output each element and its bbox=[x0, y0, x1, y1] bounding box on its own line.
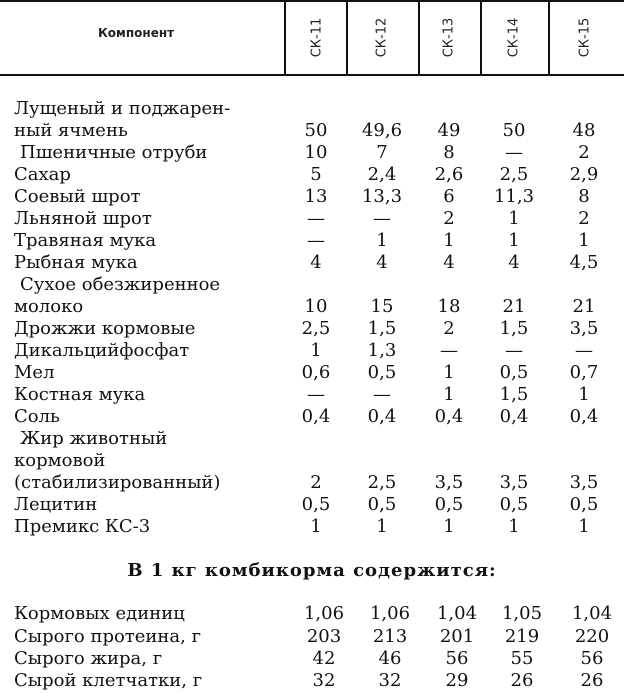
table-row bbox=[0, 98, 624, 120]
nutrient-value: 213 bbox=[372, 626, 408, 647]
row-value: 1 bbox=[376, 516, 388, 537]
row-value: 0,5 bbox=[434, 494, 464, 515]
row-label: Травяная мука bbox=[14, 230, 157, 251]
row-value: 2,9 bbox=[569, 164, 599, 185]
row-label: Льняной шрот bbox=[14, 208, 152, 229]
row-value: 1 bbox=[508, 230, 520, 251]
row-value: — bbox=[307, 208, 325, 229]
row-value: 0,4 bbox=[434, 406, 464, 427]
row-value: 1 bbox=[310, 340, 322, 361]
table-row bbox=[0, 318, 624, 340]
table-top-rule bbox=[0, 0, 624, 2]
row-value: 6 bbox=[443, 186, 455, 207]
nutrient-value: 56 bbox=[445, 648, 469, 669]
row-value: 4 bbox=[376, 252, 388, 273]
row-value: 7 bbox=[376, 142, 388, 163]
row-value: 2 bbox=[443, 318, 455, 339]
row-value: 4 bbox=[310, 252, 322, 273]
row-value: 0,5 bbox=[499, 494, 529, 515]
table-row bbox=[0, 296, 624, 318]
row-value: 2 bbox=[443, 208, 455, 229]
nutrient-value: 201 bbox=[439, 626, 475, 647]
table-row bbox=[0, 252, 624, 274]
row-label: Лущеный и поджарен- bbox=[14, 98, 231, 119]
row-label: Премикс КС-3 bbox=[14, 516, 151, 537]
row-value: 0,5 bbox=[569, 494, 599, 515]
row-value: 0,5 bbox=[499, 362, 529, 383]
table-row bbox=[0, 186, 624, 208]
row-value: 5 bbox=[310, 164, 322, 185]
row-value: 1 bbox=[578, 516, 590, 537]
row-label: кормовой bbox=[14, 450, 106, 471]
column-header-sk11 bbox=[298, 4, 336, 70]
nutrient-value: 1,06 bbox=[303, 603, 345, 624]
row-value: 1,3 bbox=[367, 340, 397, 361]
row-label: ный ячмень bbox=[14, 120, 128, 141]
table-row bbox=[0, 164, 624, 186]
table-row bbox=[0, 120, 624, 142]
row-label: Соль bbox=[14, 406, 60, 427]
nutrient-value: 1,06 bbox=[369, 603, 411, 624]
nutrient-value: 219 bbox=[504, 626, 540, 647]
nutrient-value: 220 bbox=[574, 626, 610, 647]
row-value: 11,3 bbox=[493, 186, 535, 207]
row-value: 0,4 bbox=[499, 406, 529, 427]
row-value: 1 bbox=[443, 516, 455, 537]
row-value: — bbox=[505, 340, 523, 361]
row-label: Соевый шрот bbox=[14, 186, 141, 207]
nutrient-section-title: В 1 кг комбикорма содержится: bbox=[127, 560, 497, 581]
row-value: 3,5 bbox=[499, 472, 529, 493]
row-value: 3,5 bbox=[569, 318, 599, 339]
row-value: 0,4 bbox=[301, 406, 331, 427]
column-header-label: СК-14 bbox=[506, 17, 522, 57]
row-value: 50 bbox=[502, 120, 526, 141]
nutrient-value: 32 bbox=[312, 670, 336, 691]
row-value: — bbox=[373, 384, 391, 405]
row-value: 21 bbox=[502, 296, 526, 317]
row-value: 8 bbox=[578, 186, 590, 207]
row-value: 1 bbox=[443, 230, 455, 251]
row-value: 4 bbox=[508, 252, 520, 273]
nutrient-value: 29 bbox=[445, 670, 469, 691]
row-value: 2,5 bbox=[367, 472, 397, 493]
row-label: (стабилизированный) bbox=[14, 472, 221, 493]
row-value: — bbox=[575, 340, 593, 361]
row-value: 18 bbox=[437, 296, 461, 317]
row-value: 1,5 bbox=[499, 318, 529, 339]
table-row bbox=[0, 274, 624, 296]
column-header-sk13 bbox=[430, 4, 468, 70]
row-label: Мел bbox=[14, 362, 55, 383]
row-value: — bbox=[440, 340, 458, 361]
table-row bbox=[0, 428, 624, 450]
nutrient-label: Кормовых единиц bbox=[14, 603, 185, 624]
row-value: — bbox=[373, 208, 391, 229]
row-label: Рыбная мука bbox=[14, 252, 138, 273]
row-value: 1 bbox=[508, 208, 520, 229]
row-value: 2 bbox=[578, 208, 590, 229]
row-value: 2,6 bbox=[434, 164, 464, 185]
row-value: 4,5 bbox=[569, 252, 599, 273]
nutrient-value: 1,04 bbox=[571, 603, 613, 624]
table-row bbox=[0, 450, 624, 472]
row-value: 0,4 bbox=[569, 406, 599, 427]
table-row bbox=[0, 406, 624, 428]
row-value: 48 bbox=[572, 120, 596, 141]
row-label: молоко bbox=[14, 296, 84, 317]
row-value: 2,5 bbox=[499, 164, 529, 185]
row-value: 1 bbox=[443, 384, 455, 405]
column-header-sk15 bbox=[566, 4, 604, 70]
row-value: 0,5 bbox=[367, 362, 397, 383]
nutrient-value: 26 bbox=[510, 670, 534, 691]
row-value: 49,6 bbox=[361, 120, 403, 141]
row-value: 10 bbox=[304, 296, 328, 317]
column-divider bbox=[480, 2, 482, 74]
row-label: Дикальцийфосфат bbox=[14, 340, 190, 361]
row-value: 1 bbox=[508, 516, 520, 537]
column-header-sk14 bbox=[495, 4, 533, 70]
nutrient-value: 56 bbox=[580, 648, 604, 669]
row-value: 15 bbox=[370, 296, 394, 317]
row-value: 21 bbox=[572, 296, 596, 317]
row-value: 2 bbox=[578, 142, 590, 163]
table-row bbox=[0, 142, 624, 164]
row-value: 0,4 bbox=[367, 406, 397, 427]
row-value: — bbox=[505, 142, 523, 163]
row-value: 0,5 bbox=[367, 494, 397, 515]
row-value: 1 bbox=[443, 362, 455, 383]
row-value: 0,5 bbox=[301, 494, 331, 515]
row-value: 13 bbox=[304, 186, 328, 207]
row-value: — bbox=[307, 384, 325, 405]
table-row bbox=[0, 230, 624, 252]
row-value: — bbox=[307, 230, 325, 251]
nutrient-label: Сырой клетчатки, г bbox=[14, 670, 203, 691]
column-header-label: СК-13 bbox=[441, 17, 457, 57]
table-row bbox=[0, 494, 624, 516]
row-value: 0,7 bbox=[569, 362, 599, 383]
table-row bbox=[0, 384, 624, 406]
row-value: 3,5 bbox=[434, 472, 464, 493]
nutrient-row bbox=[0, 603, 624, 625]
row-value: 2,5 bbox=[301, 318, 331, 339]
column-header-label: СК-15 bbox=[577, 17, 593, 57]
row-value: 1 bbox=[578, 230, 590, 251]
row-label: Лецитин bbox=[14, 494, 98, 515]
row-value: 50 bbox=[304, 120, 328, 141]
column-divider bbox=[346, 2, 348, 74]
table-row bbox=[0, 516, 624, 538]
nutrient-value: 55 bbox=[510, 648, 534, 669]
component-column-header: Компонент bbox=[98, 26, 175, 40]
column-header-label: СК-12 bbox=[374, 17, 390, 57]
row-label: Сухое обезжиренное bbox=[20, 274, 221, 295]
table-row bbox=[0, 472, 624, 494]
column-divider bbox=[548, 2, 550, 74]
row-value: 1 bbox=[578, 384, 590, 405]
row-label: Сахар bbox=[14, 164, 71, 185]
nutrient-row bbox=[0, 626, 624, 648]
row-value: 8 bbox=[443, 142, 455, 163]
nutrient-label: Сырого протеина, г bbox=[14, 626, 202, 647]
row-label: Жир животный bbox=[20, 428, 168, 449]
column-divider bbox=[418, 2, 420, 74]
table-row bbox=[0, 208, 624, 230]
column-header-sk12 bbox=[363, 4, 401, 70]
table-row bbox=[0, 340, 624, 362]
nutrient-value: 42 bbox=[312, 648, 336, 669]
nutrient-row bbox=[0, 670, 624, 692]
row-value: 4 bbox=[443, 252, 455, 273]
nutrient-value: 26 bbox=[580, 670, 604, 691]
row-value: 1 bbox=[310, 516, 322, 537]
row-value: 1,5 bbox=[367, 318, 397, 339]
row-value: 2 bbox=[310, 472, 322, 493]
row-value: 13,3 bbox=[361, 186, 403, 207]
nutrient-value: 1,04 bbox=[436, 603, 478, 624]
nutrient-value: 1,05 bbox=[501, 603, 543, 624]
row-value: 49 bbox=[437, 120, 461, 141]
row-label: Дрожжи кормовые bbox=[14, 318, 196, 339]
row-value: 1 bbox=[376, 230, 388, 251]
row-label: Пшеничные отруби bbox=[20, 142, 208, 163]
row-value: 3,5 bbox=[569, 472, 599, 493]
nutrient-value: 46 bbox=[378, 648, 402, 669]
nutrient-value: 203 bbox=[306, 626, 342, 647]
column-divider bbox=[284, 2, 286, 74]
nutrient-label: Сырого жира, г bbox=[14, 648, 163, 669]
nutrient-value: 32 bbox=[378, 670, 402, 691]
row-label: Костная мука bbox=[14, 384, 146, 405]
column-header-label: СК-11 bbox=[309, 17, 325, 57]
header-bottom-rule bbox=[0, 74, 624, 76]
row-value: 2,4 bbox=[367, 164, 397, 185]
nutrient-row bbox=[0, 648, 624, 670]
row-value: 10 bbox=[304, 142, 328, 163]
row-value: 0,6 bbox=[301, 362, 331, 383]
table-row bbox=[0, 362, 624, 384]
row-value: 1,5 bbox=[499, 384, 529, 405]
